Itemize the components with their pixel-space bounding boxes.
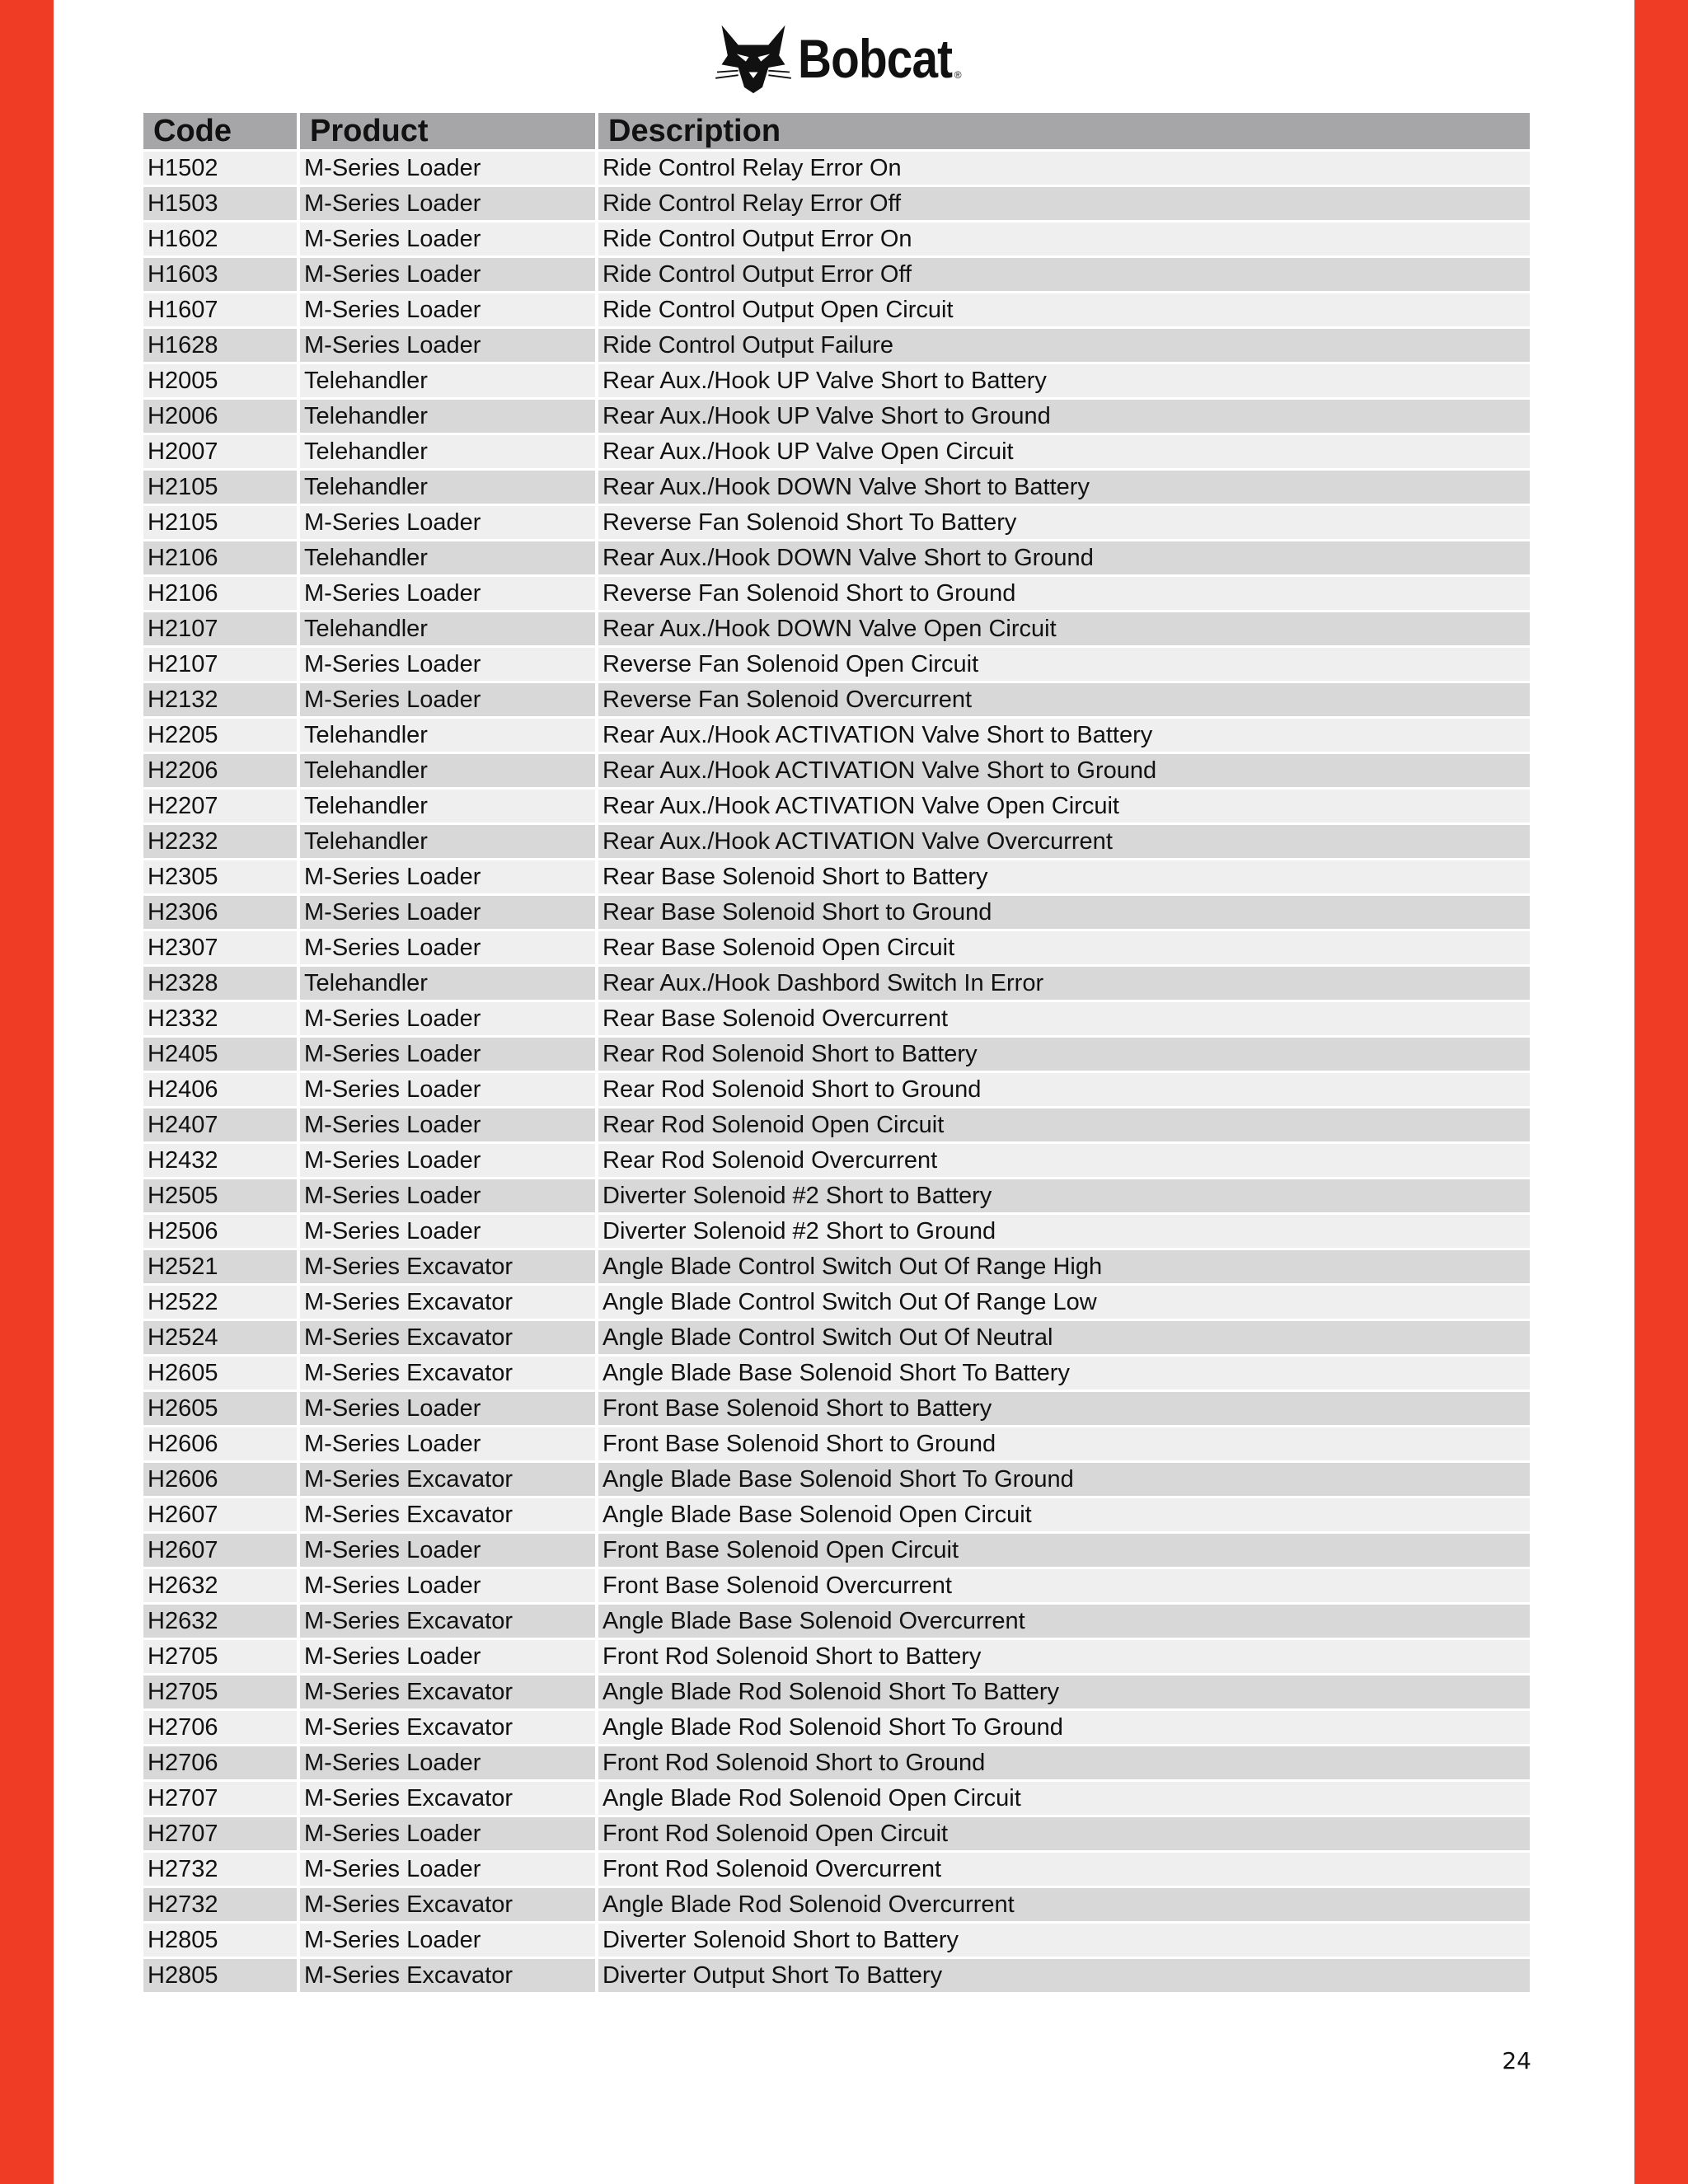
table-row (143, 825, 1530, 858)
table-row (143, 223, 1530, 255)
right-accent-bar (1634, 0, 1688, 2184)
cell-description: Angle Blade Base Solenoid Overcurrent (598, 1605, 1530, 1638)
column-header-code: Code (143, 113, 297, 149)
cell-product: M-Series Excavator (300, 1463, 595, 1496)
table-row (143, 1569, 1530, 1602)
cell-product: M-Series Excavator (300, 1498, 595, 1531)
cell-product: M-Series Loader (300, 1038, 595, 1071)
cell-product: M-Series Loader (300, 506, 595, 539)
cell-code: H2705 (143, 1675, 297, 1708)
cell-code: H2705 (143, 1640, 297, 1673)
cell-code: H1602 (143, 223, 297, 255)
cell-product: M-Series Excavator (300, 1605, 595, 1638)
cell-code: H2522 (143, 1286, 297, 1319)
cell-product: Telehandler (300, 364, 595, 397)
cell-code: H2707 (143, 1782, 297, 1815)
table-row (143, 1463, 1530, 1496)
cell-product: M-Series Excavator (300, 1711, 595, 1744)
cell-description: Rear Base Solenoid Short to Ground (598, 896, 1530, 929)
cell-description: Rear Aux./Hook ACTIVATION Valve Open Circuit (598, 790, 1530, 823)
cell-description: Ride Control Output Open Circuit (598, 293, 1530, 326)
cell-description: Angle Blade Rod Solenoid Short To Battery (598, 1675, 1530, 1708)
cell-description: Rear Aux./Hook DOWN Valve Short to Ground (598, 541, 1530, 574)
cell-code: H2521 (143, 1250, 297, 1283)
table-row (143, 1888, 1530, 1921)
cell-product: M-Series Excavator (300, 1357, 595, 1390)
table-row (143, 1817, 1530, 1850)
cell-code: H2606 (143, 1463, 297, 1496)
cell-product: Telehandler (300, 754, 595, 787)
cell-product: M-Series Excavator (300, 1888, 595, 1921)
cell-description: Ride Control Output Failure (598, 329, 1530, 362)
cell-product: M-Series Loader (300, 1073, 595, 1106)
table-row (143, 1250, 1530, 1283)
cell-code: H1628 (143, 329, 297, 362)
table-row (143, 1675, 1530, 1708)
cell-product: M-Series Loader (300, 648, 595, 681)
table-row (143, 577, 1530, 610)
cell-code: H2306 (143, 896, 297, 929)
column-header-description: Description (598, 113, 1530, 149)
table-row (143, 612, 1530, 645)
cell-code: H1502 (143, 152, 297, 185)
cell-code: H2332 (143, 1002, 297, 1035)
cell-description: Angle Blade Rod Solenoid Overcurrent (598, 1888, 1530, 1921)
table-row (143, 931, 1530, 964)
cell-product: Telehandler (300, 790, 595, 823)
cell-code: H2107 (143, 612, 297, 645)
cell-description: Diverter Solenoid Short to Battery (598, 1924, 1530, 1957)
table-row (143, 754, 1530, 787)
bobcat-logo (715, 21, 979, 96)
cell-description: Angle Blade Control Switch Out Of Neutral (598, 1321, 1530, 1354)
cell-code: H1607 (143, 293, 297, 326)
cell-product: Telehandler (300, 825, 595, 858)
cell-code: H2407 (143, 1108, 297, 1141)
cell-description: Angle Blade Rod Solenoid Open Circuit (598, 1782, 1530, 1815)
cell-code: H2505 (143, 1179, 297, 1212)
cell-code: H2105 (143, 506, 297, 539)
table-row (143, 1711, 1530, 1744)
cell-product: M-Series Excavator (300, 1321, 595, 1354)
cell-code: H2632 (143, 1569, 297, 1602)
cell-product: M-Series Excavator (300, 1286, 595, 1319)
bobcat-head-icon (715, 22, 791, 95)
table-row (143, 258, 1530, 291)
table-row (143, 1853, 1530, 1886)
column-header-product: Product (300, 113, 595, 149)
cell-description: Angle Blade Rod Solenoid Short To Ground (598, 1711, 1530, 1744)
cell-description: Front Base Solenoid Overcurrent (598, 1569, 1530, 1602)
cell-description: Front Rod Solenoid Short to Ground (598, 1746, 1530, 1779)
table-row (143, 1392, 1530, 1425)
cell-code: H2707 (143, 1817, 297, 1850)
cell-code: H2605 (143, 1357, 297, 1390)
table-row (143, 648, 1530, 681)
cell-description: Rear Rod Solenoid Short to Ground (598, 1073, 1530, 1106)
table-row (143, 1144, 1530, 1177)
table-row (143, 1640, 1530, 1673)
cell-description: Ride Control Relay Error Off (598, 187, 1530, 220)
cell-product: M-Series Loader (300, 293, 595, 326)
table-row (143, 683, 1530, 716)
cell-description: Angle Blade Base Solenoid Short To Battery (598, 1357, 1530, 1390)
cell-product: M-Series Loader (300, 258, 595, 291)
table-row (143, 541, 1530, 574)
table-row (143, 1427, 1530, 1460)
cell-description: Rear Aux./Hook UP Valve Open Circuit (598, 435, 1530, 468)
registered-mark: ® (954, 69, 962, 81)
cell-code: H2607 (143, 1498, 297, 1531)
page-number: 24 (1502, 2047, 1531, 2074)
cell-product: M-Series Loader (300, 1640, 595, 1673)
cell-description: Rear Aux./Hook ACTIVATION Valve Overcurrent (598, 825, 1530, 858)
cell-product: M-Series Loader (300, 223, 595, 255)
table-row (143, 152, 1530, 185)
cell-description: Rear Base Solenoid Short to Battery (598, 860, 1530, 893)
table-row (143, 1746, 1530, 1779)
cell-description: Front Base Solenoid Short to Battery (598, 1392, 1530, 1425)
cell-description: Rear Base Solenoid Open Circuit (598, 931, 1530, 964)
table-row (143, 1924, 1530, 1957)
cell-product: M-Series Loader (300, 1108, 595, 1141)
cell-product: Telehandler (300, 612, 595, 645)
cell-product: M-Series Loader (300, 1179, 595, 1212)
table-row (143, 790, 1530, 823)
cell-description: Rear Rod Solenoid Overcurrent (598, 1144, 1530, 1177)
cell-description: Front Rod Solenoid Short to Battery (598, 1640, 1530, 1673)
cell-product: M-Series Excavator (300, 1675, 595, 1708)
cell-product: Telehandler (300, 400, 595, 433)
cell-description: Rear Rod Solenoid Short to Battery (598, 1038, 1530, 1071)
cell-code: H2607 (143, 1534, 297, 1567)
cell-description: Reverse Fan Solenoid Open Circuit (598, 648, 1530, 681)
table-row (143, 1959, 1530, 1992)
cell-code: H2805 (143, 1924, 297, 1957)
cell-code: H1503 (143, 187, 297, 220)
cell-product: M-Series Loader (300, 1144, 595, 1177)
cell-product: Telehandler (300, 541, 595, 574)
cell-product: M-Series Excavator (300, 1782, 595, 1815)
table-row (143, 967, 1530, 1000)
table-row (143, 506, 1530, 539)
cell-description: Ride Control Relay Error On (598, 152, 1530, 185)
cell-product: M-Series Loader (300, 1392, 595, 1425)
cell-code: H2328 (143, 967, 297, 1000)
table-row (143, 471, 1530, 504)
cell-code: H1603 (143, 258, 297, 291)
cell-code: H2805 (143, 1959, 297, 1992)
table-row (143, 1782, 1530, 1815)
cell-product: M-Series Loader (300, 1746, 595, 1779)
cell-code: H2506 (143, 1215, 297, 1248)
cell-product: Telehandler (300, 967, 595, 1000)
cell-code: H2006 (143, 400, 297, 433)
cell-code: H2732 (143, 1888, 297, 1921)
table-row (143, 860, 1530, 893)
table-row (143, 400, 1530, 433)
cell-description: Rear Aux./Hook ACTIVATION Valve Short to Ground (598, 754, 1530, 787)
cell-product: M-Series Loader (300, 187, 595, 220)
cell-product: Telehandler (300, 435, 595, 468)
cell-description: Rear Aux./Hook Dashbord Switch In Error (598, 967, 1530, 1000)
table-row (143, 329, 1530, 362)
cell-description: Rear Aux./Hook UP Valve Short to Ground (598, 400, 1530, 433)
cell-code: H2107 (143, 648, 297, 681)
cell-product: M-Series Loader (300, 1002, 595, 1035)
table-row (143, 1002, 1530, 1035)
cell-code: H2706 (143, 1746, 297, 1779)
table-row (143, 1179, 1530, 1212)
cell-product: M-Series Excavator (300, 1250, 595, 1283)
table-row (143, 1073, 1530, 1106)
cell-description: Front Base Solenoid Open Circuit (598, 1534, 1530, 1567)
cell-product: M-Series Loader (300, 1569, 595, 1602)
table-row (143, 719, 1530, 752)
cell-code: H2005 (143, 364, 297, 397)
cell-product: M-Series Loader (300, 1534, 595, 1567)
left-accent-bar (0, 0, 54, 2184)
cell-code: H2105 (143, 471, 297, 504)
cell-description: Rear Base Solenoid Overcurrent (598, 1002, 1530, 1035)
cell-product: M-Series Loader (300, 683, 595, 716)
cell-code: H2007 (143, 435, 297, 468)
cell-product: M-Series Loader (300, 1853, 595, 1886)
table-row (143, 896, 1530, 929)
table-row (143, 1286, 1530, 1319)
cell-description: Angle Blade Control Switch Out Of Range Low (598, 1286, 1530, 1319)
cell-description: Rear Aux./Hook ACTIVATION Valve Short to Battery (598, 719, 1530, 752)
cell-code: H2432 (143, 1144, 297, 1177)
cell-code: H2632 (143, 1605, 297, 1638)
cell-description: Front Rod Solenoid Overcurrent (598, 1853, 1530, 1886)
table-row (143, 1534, 1530, 1567)
cell-description: Rear Aux./Hook UP Valve Short to Battery (598, 364, 1530, 397)
cell-code: H2706 (143, 1711, 297, 1744)
cell-product: M-Series Loader (300, 329, 595, 362)
cell-code: H2106 (143, 541, 297, 574)
cell-product: M-Series Loader (300, 1924, 595, 1957)
table-row (143, 293, 1530, 326)
cell-product: M-Series Loader (300, 1817, 595, 1850)
cell-description: Rear Rod Solenoid Open Circuit (598, 1108, 1530, 1141)
table-row (143, 435, 1530, 468)
table-row (143, 1357, 1530, 1390)
cell-description: Front Base Solenoid Short to Ground (598, 1427, 1530, 1460)
cell-product: M-Series Loader (300, 1215, 595, 1248)
cell-product: M-Series Loader (300, 931, 595, 964)
table-row (143, 1108, 1530, 1141)
cell-code: H2207 (143, 790, 297, 823)
cell-product: M-Series Loader (300, 860, 595, 893)
cell-description: Angle Blade Base Solenoid Open Circuit (598, 1498, 1530, 1531)
table-row (143, 1038, 1530, 1071)
cell-description: Reverse Fan Solenoid Short to Ground (598, 577, 1530, 610)
cell-code: H2605 (143, 1392, 297, 1425)
cell-product: Telehandler (300, 471, 595, 504)
cell-code: H2232 (143, 825, 297, 858)
cell-description: Angle Blade Base Solenoid Short To Ground (598, 1463, 1530, 1496)
cell-description: Rear Aux./Hook DOWN Valve Open Circuit (598, 612, 1530, 645)
cell-description: Diverter Output Short To Battery (598, 1959, 1530, 1992)
cell-product: M-Series Loader (300, 1427, 595, 1460)
table-row (143, 1215, 1530, 1248)
cell-product: M-Series Loader (300, 896, 595, 929)
cell-description: Ride Control Output Error On (598, 223, 1530, 255)
cell-description: Ride Control Output Error Off (598, 258, 1530, 291)
cell-code: H2307 (143, 931, 297, 964)
cell-description: Reverse Fan Solenoid Overcurrent (598, 683, 1530, 716)
cell-product: M-Series Loader (300, 577, 595, 610)
cell-product: M-Series Loader (300, 152, 595, 185)
cell-code: H2106 (143, 577, 297, 610)
cell-description: Reverse Fan Solenoid Short To Battery (598, 506, 1530, 539)
cell-description: Front Rod Solenoid Open Circuit (598, 1817, 1530, 1850)
cell-code: H2305 (143, 860, 297, 893)
table-row (143, 187, 1530, 220)
cell-description: Rear Aux./Hook DOWN Valve Short to Battery (598, 471, 1530, 504)
cell-product: M-Series Excavator (300, 1959, 595, 1992)
table-row (143, 1321, 1530, 1354)
table-row (143, 1498, 1530, 1531)
cell-code: H2132 (143, 683, 297, 716)
cell-code: H2406 (143, 1073, 297, 1106)
cell-code: H2405 (143, 1038, 297, 1071)
table-row (143, 364, 1530, 397)
cell-code: H2606 (143, 1427, 297, 1460)
brand-name: Bobcat (798, 28, 953, 89)
cell-code: H2732 (143, 1853, 297, 1886)
table-row (143, 1605, 1530, 1638)
table-header-row (143, 113, 1530, 149)
cell-code: H2524 (143, 1321, 297, 1354)
cell-code: H2205 (143, 719, 297, 752)
cell-description: Diverter Solenoid #2 Short to Ground (598, 1215, 1530, 1248)
cell-product: Telehandler (300, 719, 595, 752)
cell-description: Angle Blade Control Switch Out Of Range High (598, 1250, 1530, 1283)
cell-description: Diverter Solenoid #2 Short to Battery (598, 1179, 1530, 1212)
fault-code-table (140, 110, 1533, 1994)
cell-code: H2206 (143, 754, 297, 787)
